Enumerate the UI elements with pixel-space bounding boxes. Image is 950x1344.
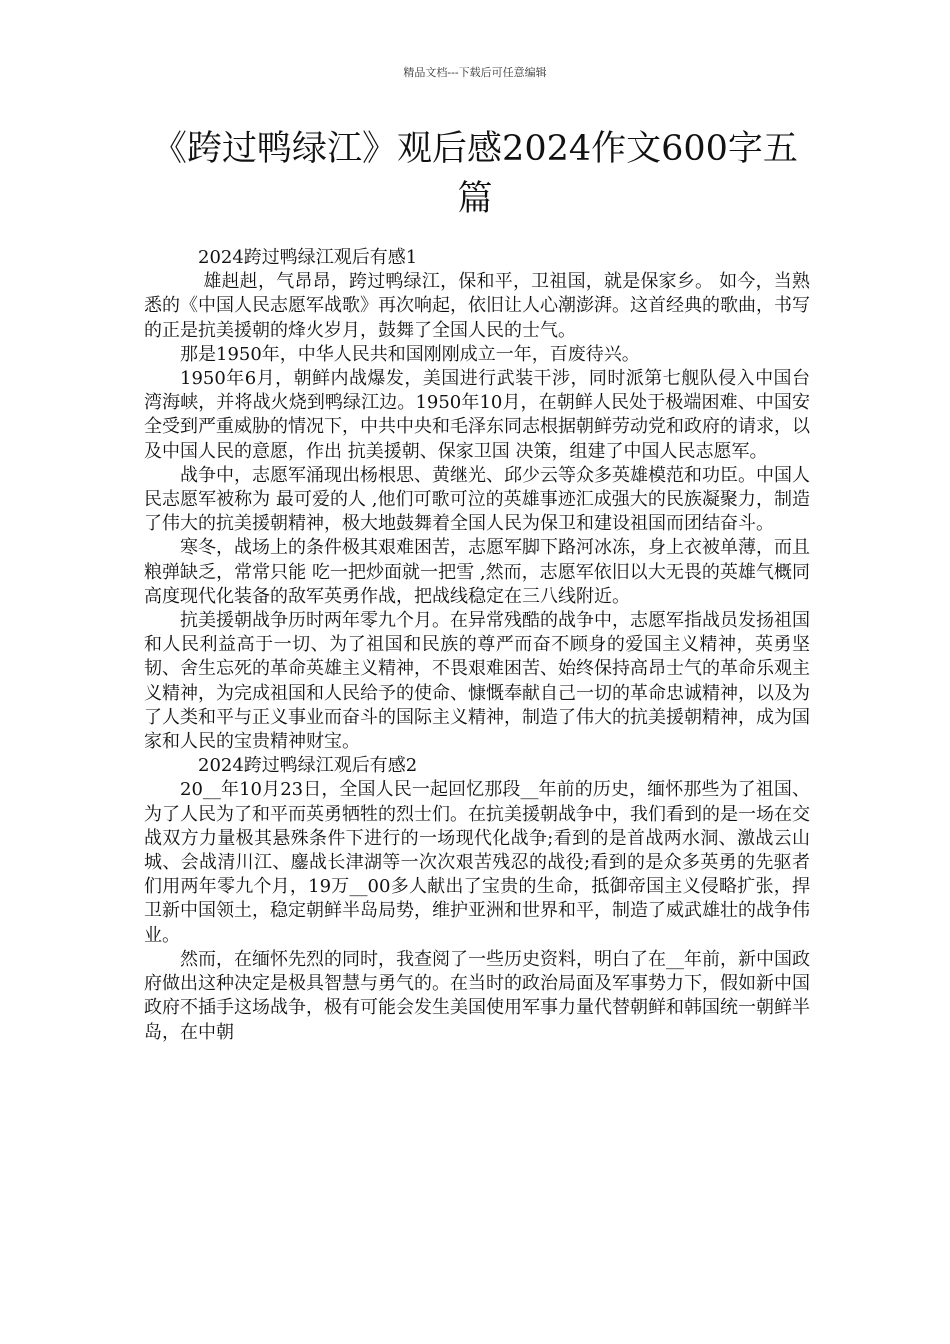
document-title: 《跨过鸭绿江》观后感2024作文600字五篇	[152, 129, 798, 219]
paragraph: 那是1950年，中华人民共和国刚刚成立一年，百废待兴。	[180, 343, 640, 365]
paragraph: 1950年6月，朝鲜内战爆发，美国进行武装干涉，同时派第七舰队侵入中国台湾海峡，并将战火烧到鸭绿江边。1950年10月，在朝鲜人民处于极端困难、中国安全受到严重威胁的情况下，中共中央和毛泽东同志根据朝鲜劳动党和政府的请求，以及中国人民的意愿，作出 抗美援朝、保家卫国 决策，组建了中国人民志愿军。	[144, 368, 810, 462]
paragraph: 然而，在缅怀先烈的同时，我查阅了一些历史资料，明白了在__年前，新中国政府做出这种决定是极具智慧与勇气的。在当时的政治局面及军事势力下，假如新中国政府不插手这场战争，极有可能会发生美国使用军事力量代替朝鲜和韩国统一朝鲜半岛，在中朝	[144, 948, 810, 1043]
section-heading: 2024跨过鸭绿江观后有感1	[198, 247, 418, 268]
header-note: 精品文档---下载后可任意编辑	[403, 66, 547, 79]
paragraph: 20__年10月23日，全国人民一起回忆那段__年前的历史，缅怀那些为了祖国、为了人民为了和平而英勇牺牲的烈士们。在抗美援朝战争中，我们看到的是一场在交战双方力量极其悬殊条件下进行的一场现代化战争;看到的是首战两水洞、激战云山城、会战清川江、鏖战长津湖等一次次艰苦残忍的战役;看到的是众多英勇的先驱者们用两年零九个月，19万__00多人献出了宝贵的生命，抵御帝国主义侵略扩张，捍卫新中国领土，稳定朝鲜半岛局势，维护亚洲和世界和平，制造了威武雄壮的战争伟业。	[144, 779, 810, 946]
paragraph: 寒冬，战场上的条件极其艰难困苦，志愿军脚下路河冰冻，身上衣被单薄，而且粮弹缺乏，常常只能 吃一把炒面就一把雪 ,然而，志愿军依旧以大无畏的英雄气概同高度现代化装备的敌军英勇作战，把战线稳定在三八线附近。	[144, 537, 810, 607]
section-heading: 2024跨过鸭绿江观后有感2	[198, 755, 418, 777]
paragraph: 战争中，志愿军涌现出杨根思、黄继光、邱少云等众多英雄模范和功臣。中国人民志愿军被称为 最可爱的人 ,他们可歌可泣的英雄事迹汇成强大的民族凝聚力，制造了伟大的抗美援朝精神，极大地鼓舞着全国人民为保卫和建设祖国而团结奋斗。	[144, 464, 810, 535]
paragraph: 抗美援朝战争历时两年零九个月。在异常残酷的战争中，志愿军指战员发扬祖国和人民利益高于一切、为了祖国和民族的尊严而奋不顾身的爱国主义精神，英勇坚韧、舍生忘死的革命英雄主义精神，不畏艰难困苦、始终保持高昂士气的革命乐观主义精神，为完成祖国和人民给予的使命、慷慨奉献自己一切的革命忠诚精神，以及为了人类和平与正义事业而奋斗的国际主义精神，制造了伟大的抗美援朝精神，成为国家和人民的宝贵精神财宝。	[144, 610, 810, 753]
paragraph: 雄赳赳，气昂昂，跨过鸭绿江，保和平，卫祖国，就是保家乡。 如今，当熟悉的《中国人民志愿军战歌》再次响起，依旧让人心潮澎湃。这首经典的歌曲，书写的正是抗美援朝的烽火岁月，鼓舞了全国人民的士气。	[144, 271, 810, 341]
document-body	[144, 246, 810, 1045]
